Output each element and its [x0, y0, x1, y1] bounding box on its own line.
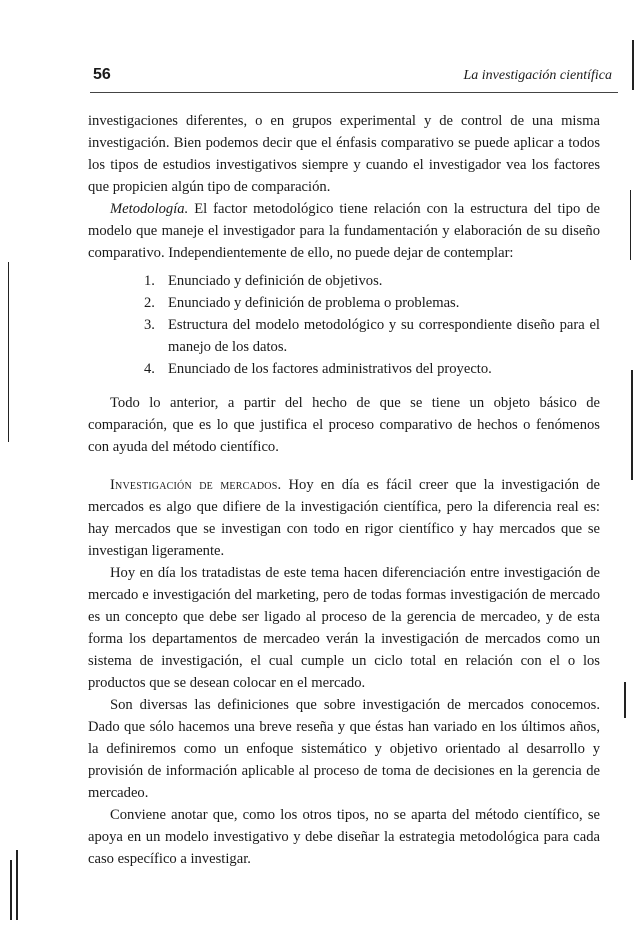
scan-edge-mark [630, 190, 631, 260]
running-title: La investigación científica [463, 68, 612, 83]
paragraph-5: Hoy en día los tratadistas de este tema hacen diferenciación entre investigación de mercado e investigación del marketing, pero de todas formas investigación de mercado es un concepto que debe ser ligado al proceso de la gerencia de mercadeo, y de esta forma los departamentos de mercadeo verán la investigación de mercados como un sistema de investigación, el cual cumple un ciclo total en relación con el o los productos que se desean colocar en el mercado. [88, 565, 600, 691]
list-number: 2. [144, 295, 155, 311]
header-rule [90, 92, 618, 93]
paragraph-1: investigaciones diferentes, o en grupos experimental y de control de una misma investigación. Bien podemos decir que el énfasis comparativo se puede aplicar a todos los tipos de estudios investigativos siempre y cuando el investigador vea los factores que propicien algún tipo de comparación. [88, 113, 600, 195]
paragraph-7: Conviene anotar que, como los otros tipos, no se aparta del método científico, se apoya en un modelo investigativo y debe diseñar la estrategia metodológica para cada caso específico a investigar. [88, 807, 600, 867]
scan-edge-mark [10, 860, 12, 920]
list-number: 3. [144, 317, 155, 333]
paragraph-3: Todo lo anterior, a partir del hecho de que se tiene un objeto básico de comparación, que es lo que justifica el proceso comparativo de hechos o fenómenos con ayuda del método científico. [88, 395, 600, 455]
scan-edge-mark [624, 682, 626, 718]
paragraph-market-research [88, 474, 600, 562]
numbered-list [144, 270, 600, 380]
list-number: 4. [144, 361, 155, 377]
list-number: 1. [144, 273, 155, 289]
methodology-lead: Metodología. [110, 201, 189, 217]
page-body [88, 110, 600, 870]
methodology-text: El factor metodológico tiene relación con la estructura del tipo de modelo que maneje el investigador para la fundamentación y elaboración de su diseño comparativo. Independientemente de ello, no puede dejar de contemplar: [88, 201, 600, 261]
list-text: Estructura del modelo metodológico y su correspondiente diseño para el manejo de los datos. [168, 317, 600, 355]
paragraph-methodology [88, 198, 600, 264]
scan-edge-mark [16, 850, 18, 920]
list-item [144, 292, 600, 314]
page-number: 56 [93, 66, 111, 83]
list-text: Enunciado de los factores administrativos del proyecto. [168, 361, 492, 377]
paragraph-6: Son diversas las definiciones que sobre investigación de mercados conocemos. Dado que sólo hacemos una breve reseña y que éstas han variado en los últimos años, la definiremos como un enfoque sistemático y objetivo orientado al desarrollo y provisión de información aplicable al proceso de toma de decisiones en la gerencia de mercadeo. [88, 697, 600, 801]
market-research-lead: Investigación de mercados. [110, 477, 282, 493]
list-item [144, 358, 600, 380]
scan-edge-mark [632, 40, 634, 90]
list-item [144, 314, 600, 358]
scan-edge-mark [8, 262, 9, 442]
market-research-text: Hoy en día es fácil creer que la investigación de mercados es algo que difiere de la investigación científica, pero la diferencia real es: hay mercados que se investigan con todo en rigor científico y hay mercados que se investigan ligeramente. [88, 477, 600, 559]
list-text: Enunciado y definición de problema o problemas. [168, 295, 460, 311]
scan-edge-mark [631, 370, 633, 480]
list-item [144, 270, 600, 292]
list-text: Enunciado y definición de objetivos. [168, 273, 383, 289]
